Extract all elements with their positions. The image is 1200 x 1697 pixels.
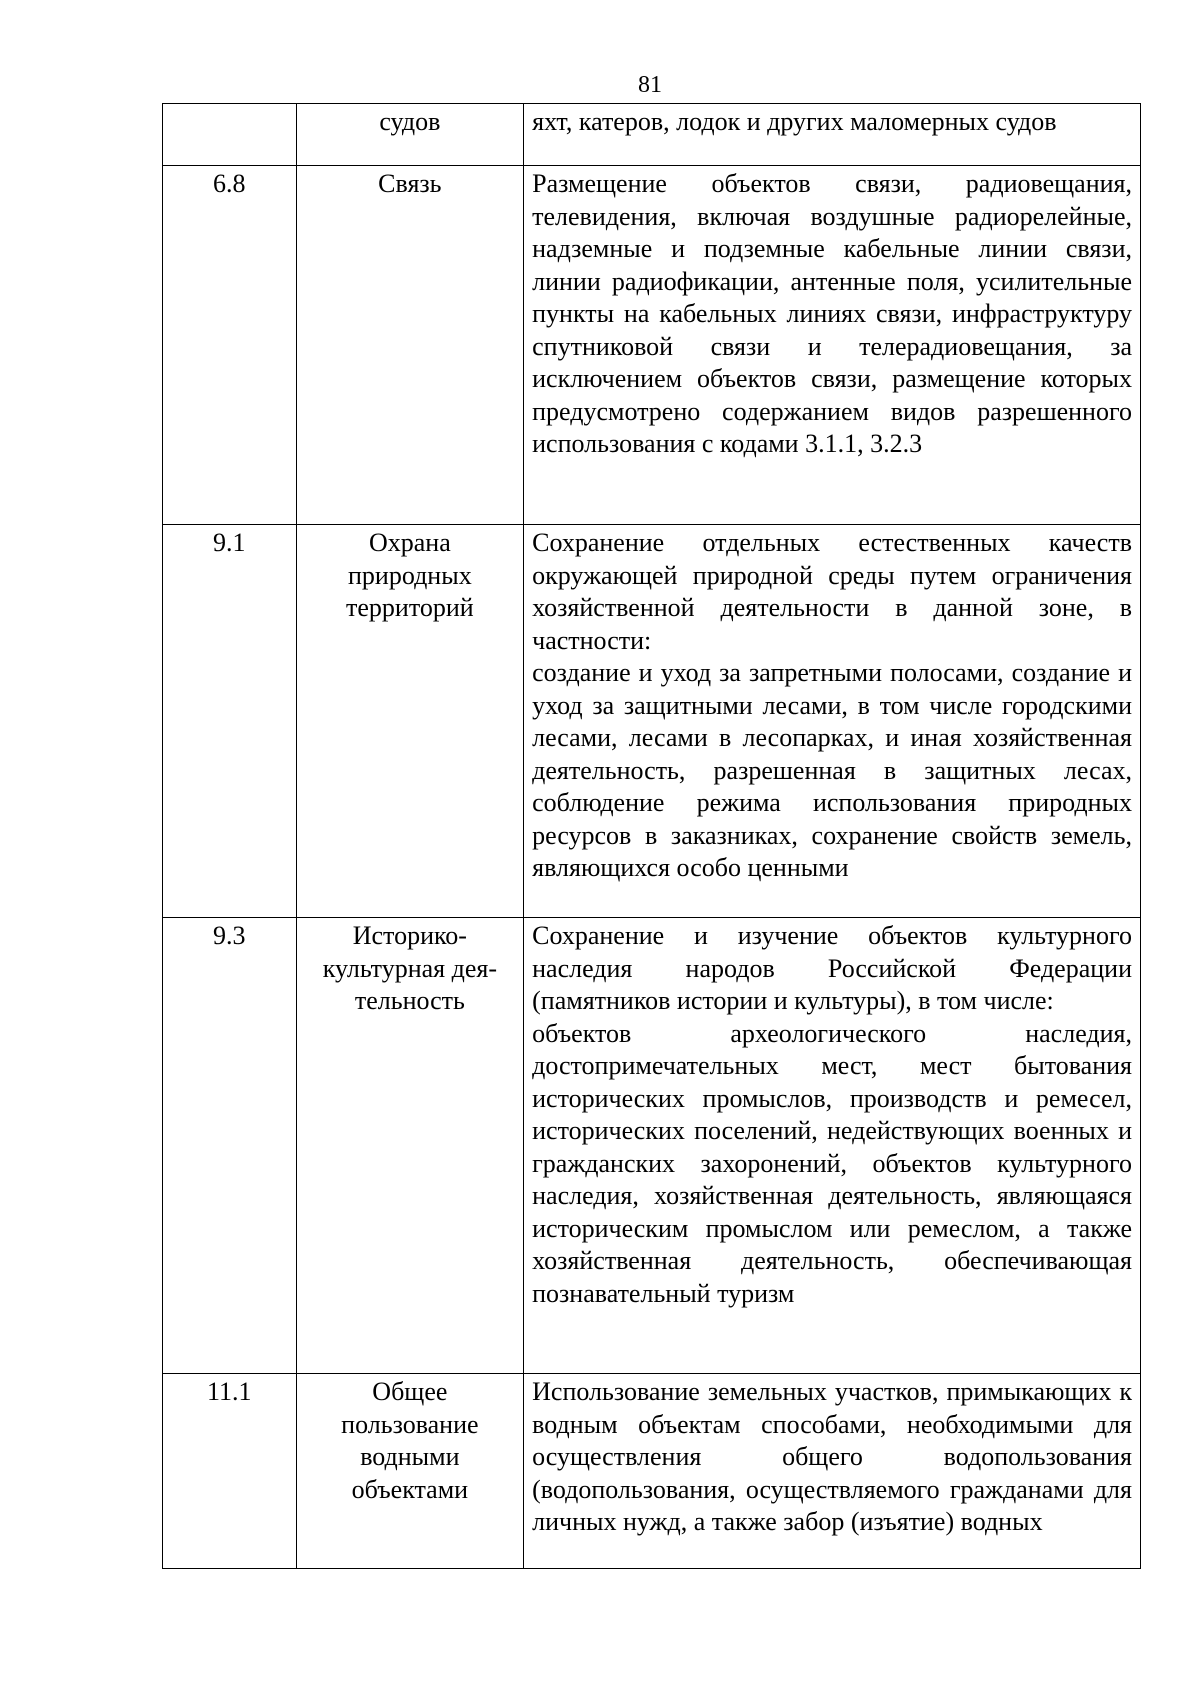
row-description	[524, 918, 1141, 1374]
row-code: 6.8	[163, 166, 297, 525]
row-description	[524, 166, 1141, 525]
row-code: 11.1	[163, 1374, 297, 1569]
row-description	[524, 525, 1141, 918]
page-number: 81	[638, 72, 662, 98]
table-row	[163, 918, 1141, 1374]
row-name: Историко-культурная дея-тельность	[296, 918, 524, 1374]
table-row	[163, 1374, 1141, 1569]
description-paragraph: Сохранение и изучение объектов культурного наследия народов Российской Федерации (памятников истории и культуры), в том числе:	[532, 921, 1132, 1015]
description-paragraph: Размещение объектов связи, радиовещания, телевидения, включая воздушные радиорелейные, надземные и подземные кабельные линии связи, линии радиофикации, антенные поля, усилительные пункты на кабельных линиях связи, инфраструктуру спутниковой связи и телерадиовещания, за исключением объектов связи, размещение которых предусмотрено содержанием видов разрешенного использования с кодами 3.1.1, 3.2.3	[532, 169, 1132, 458]
land-use-table	[162, 103, 1141, 1569]
row-name: Охрана природных территорий	[296, 525, 524, 918]
row-name: судов	[296, 104, 524, 166]
description-paragraph: создание и уход за запретными полосами, создание и уход за защитными лесами, в том числе городскими лесами, лесами в лесопарках, и иная хозяйственная деятельность, разрешенная в защитных лесах, соблюдение режима использования природных ресурсов в заказниках, сохранение свойств земель, являющихся особо ценными	[532, 658, 1132, 882]
description-paragraph: Использование земельных участков, примыкающих к водным объектам способами, необходимыми для осуществления общего водопользования (водопользования, осуществляемого гражданами для личных нужд, а также забор (изъятие) водных	[532, 1377, 1132, 1536]
table-row	[163, 525, 1141, 918]
description-paragraph: яхт, катеров, лодок и других маломерных судов	[532, 107, 1057, 136]
row-name: Связь	[296, 166, 524, 525]
row-code: 9.1	[163, 525, 297, 918]
row-description	[524, 1374, 1141, 1569]
table-row	[163, 104, 1141, 166]
row-code	[163, 104, 297, 166]
description-paragraph: Сохранение отдельных естественных качеств окружающей природной среды путем ограничения хозяйственной деятельности в данной зоне, в частности:	[532, 528, 1132, 655]
row-description	[524, 104, 1141, 166]
row-code: 9.3	[163, 918, 297, 1374]
table-row	[163, 166, 1141, 525]
description-paragraph: объектов археологического наследия, достопримечательных мест, мест бытования исторических промыслов, производств и ремесел, исторических поселений, недействующих военных и гражданских захоронений, объектов культурного наследия, хозяйственная деятельность, являющаяся историческим промыслом или ремеслом, а также хозяйственная деятельность, обеспечивающая познавательный туризм	[532, 1018, 1132, 1308]
row-name: Общее пользование водными объектами	[296, 1374, 524, 1569]
